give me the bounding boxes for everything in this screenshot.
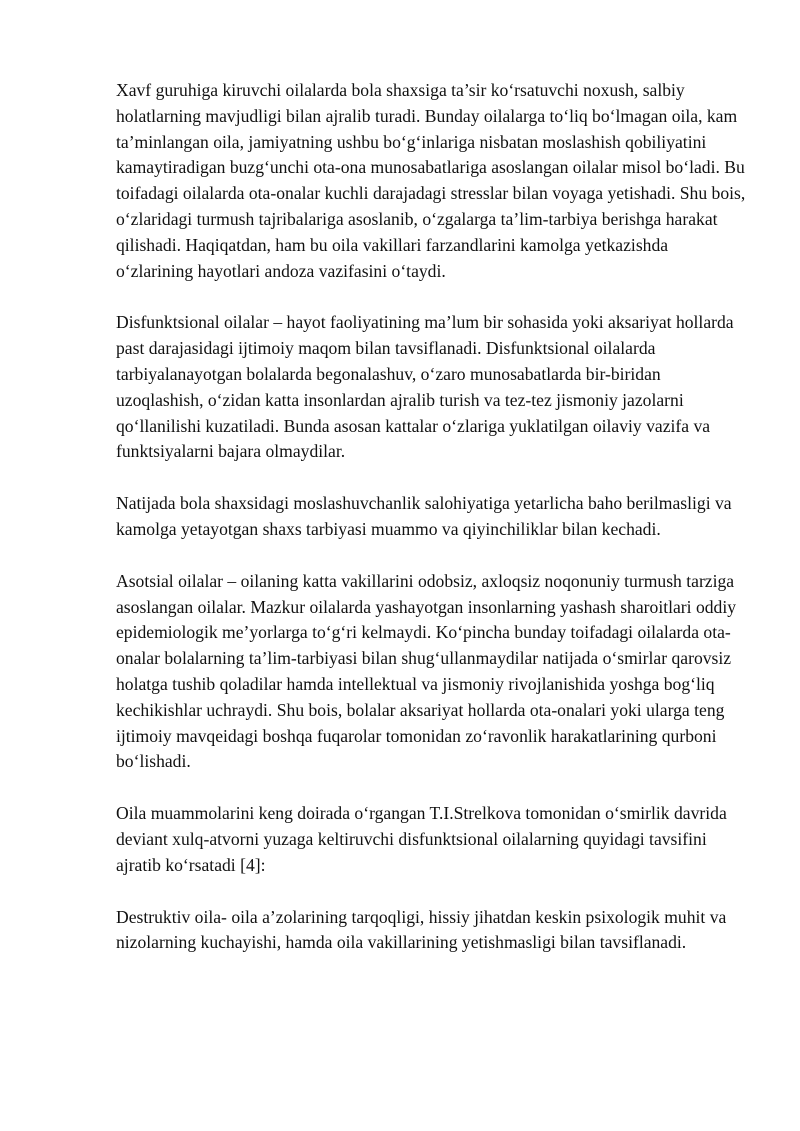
paragraph-asocial-families: Asotsial oilalar – oilaning katta vakillarini odobsiz, axloqsiz noqonuniy turmush tarziga asoslangan oilalar. Mazkur oilalarda yashayotgan insonlarning yashash sharoitlari oddiy epidemiologik me’yorlarga to‘g‘ri kelmaydi. Ko‘pincha bunday toifadagi oilalarda ota-onalar bolalarning ta’lim-tarbiyasi bilan shug‘ullanmaydilar natijada o‘smirlar qarovsiz holatga tushib qoladilar hamda intellektual va jismoniy rivojlanishida yoshga bog‘liq kechikishlar uchraydi. Shu bois, bolalar aksariyat hollarda ota-onalari yoki ularga teng ijtimoiy mavqeidagi boshqa fuqarolar tomonidan zo‘ravonlik harakatlarining qurboni bo‘lishadi.	[116, 570, 737, 772]
paragraph-destructive-family: Destruktiv oila- oila a’zolarining tarqoqligi, hissiy jihatdan keskin psixologik muhit va nizolarning kuchayishi, hamda oila vakillarining yetishmasligi bilan tavsiflanadi.	[116, 906, 727, 953]
document-page	[116, 78, 748, 982]
paragraph-risk-group-families: Xavf guruhiga kiruvchi oilalarda bola shaxsiga ta’sir ko‘rsatuvchi noxush, salbiy holatlarning mavjudligi bilan ajralib turadi. Bunday oilalarga to‘liq bo‘lmagan oila, kam ta’minlangan oila, jamiyatning ushbu bo‘g‘inlariga nisbatan moslashish qobiliyatini kamaytiradigan buzg‘unchi ota-ona munosabatlariga asoslangan oilalar misol bo‘ladi. Bu toifadagi oilalarda ota-onalar kuchli darajadagi stresslar bilan voyaga yetishadi. Shu bois, o‘zlaridagi turmush tajribalariga asoslanib, o‘zgalarga ta’lim-tarbiya berishga harakat qilishadi. Haqiqatdan, ham bu oila vakillari farzandlarini kamolga yetkazishda o‘zlarining hayotlari andoza vazifasini o‘taydi.	[116, 80, 746, 281]
paragraph-consequence: Natijada bola shaxsidagi moslashuvchanlik salohiyatiga yetarlicha baho berilmasligi va kamolga yetayotgan shaxs tarbiyasi muammo va qiyinchiliklar bilan kechadi.	[116, 493, 732, 539]
paragraph-dysfunctional-families: Disfunktsional oilalar – hayot faoliyatining ma’lum bir sohasida yoki aksariyat hollarda past darajasidagi ijtimoiy maqom bilan tavsiflanadi. Disfunktsional oilalarda tarbiyalanayotgan bolalarda begonalashuv, o‘zaro munosabatlarda bir-biridan uzoqlashish, o‘zidan katta insonlardan ajralib turish va tez-tez jismoniy jazolarni qo‘llanilishi kuzatiladi. Bunda asosan kattalar o‘zlariga yuklatilgan oilaviy vazifa va funktsiyalarni bajara olmaydilar.	[116, 312, 734, 462]
paragraph-strelkova-classification: Oila muammolarini keng doirada o‘rgangan T.I.Strelkova tomonidan o‘smirlik davrida deviant xulq-atvorni yuzaga keltiruvchi disfunktsional oilalarning quyidagi tavsifini ajratib ko‘rsatadi [4]:	[116, 803, 727, 875]
